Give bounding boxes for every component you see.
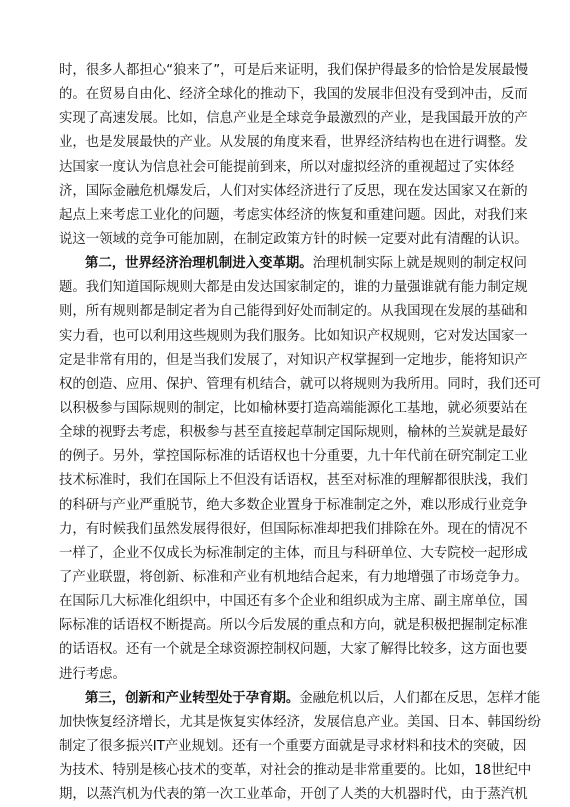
text-line: 则，所有规则都是制定者为自己能得到好处而制定的。从我国现在发展的基础和: [59, 304, 528, 320]
text-line: [59, 687, 541, 711]
text-line: 期，以蒸汽机为代表的第一次工业革命，开创了人类的大机器时代，由于蒸汽机: [59, 787, 528, 803]
text-line: 为技术、特别是核心技术的变革，对社会的推动是非常重要的。比如，18世纪中: [59, 763, 532, 779]
paragraph-3: [59, 687, 542, 807]
section-heading: 第三，创新和产业转型处于孕育期。: [85, 690, 300, 706]
text-line: 时，很多人都担心“狼来了”，可是后来证明，我们保护得最多的恰恰是发展最慢: [59, 63, 529, 78]
text-line: 的。在贸易自由化、经济全球化的推动下，我国的发展非但没有受到冲击，反而: [59, 87, 528, 103]
text-line: 制定了很多振兴IT产业规划。还有一个重要方面就是寻求材料和技术的突破，因: [59, 738, 527, 754]
section-heading: 第二，世界经济治理机制进入变革期。: [85, 256, 313, 272]
text-line: 定是非常有用的，但是当我们发展了，对知识产权掌握到一定地步，能将知识产: [59, 352, 528, 368]
text-line: 济，国际金融危机爆发后，人们对实体经济进行了反思，现在发达国家又在新的: [59, 183, 528, 199]
text-line: 加快恢复经济增长，尤其是恢复实体经济，发展信息产业。美国、日本、韩国纷纷: [59, 714, 542, 730]
text-line: 实力看，也可以利用这些规则为我们服务。比如知识产权规则，它对发达国家一: [59, 328, 528, 344]
text-line: 了产业联盟，将创新、标准和产业有机地结合起来，有力地增强了市场竞争力。: [59, 569, 528, 585]
paragraph-2: [59, 252, 542, 687]
text-line: 的科研与产业严重脱节，绝大多数企业置身于标准制定之外，难以形成行业竞争: [59, 497, 528, 513]
text-line: 技术标准时，我们在国际上不但没有话语权，甚至对标准的理解都很肤浅，我们: [59, 473, 528, 489]
text-run: 金融危机以后，人们都在反思，怎样才能: [299, 690, 541, 706]
text-line: 权的创造、应用、保护、管理有机结合，就可以将规则为我所用。同时，我们还可: [59, 376, 542, 392]
text-line: 题。我们知道国际规则大都是由发达国家制定的，谁的力量强谁就有能力制定规: [59, 280, 528, 296]
text-line: 力，有时候我们虽然发展得很好，但国际标准却把我们排除在外。现在的情况不: [59, 521, 528, 537]
text-line: 一样了，企业不仅成长为标准制定的主体，而且与科研单位、大专院校一起形成: [59, 545, 528, 561]
text-line: 实现了高速发展。比如，信息产业是全球竞争最激烈的产业，是我国最开放的产: [59, 111, 528, 127]
text-line: 在国际几大标准化组织中，中国还有多个企业和组织成为主席、副主席单位，国: [59, 594, 528, 610]
text-line: 以积极参与国际规则的制定，比如榆林要打造高端能源化工基地，就必须要站在: [59, 400, 528, 416]
text-line: 起点上来考虑工业化的问题，考虑实体经济的恢复和重建问题。因此，对我们来: [59, 207, 528, 223]
text-line: 达国家一度认为信息社会可能提前到来，所以对虚拟经济的重视超过了实体经: [59, 159, 515, 175]
text-line: 的话语权。还有一个就是全球资源控制权问题，大家了解得比较多，这方面也要: [59, 642, 528, 658]
text-line: 说这一领域的竞争可能加剧，在制定政策方针的时候一定要对此有清醒的认识。: [59, 231, 528, 247]
text-line: 际标准的话语权不断提高。所以今后发展的重点和方向，就是积极把握制定标准: [59, 618, 528, 634]
text-line: 的例子。另外，掌控国际标准的话语权也十分重要，九十年代前在研究制定工业: [59, 449, 528, 465]
text-line: 进行考虑。: [59, 666, 126, 682]
text-run: 治理机制实际上就是规则的制定权问: [312, 256, 527, 272]
document-body: [59, 59, 542, 807]
text-line: 业，也是发展最快的产业。从发展的角度来看，世界经济结构也在进行调整。发: [59, 135, 528, 151]
paragraph-1: [59, 59, 529, 252]
text-line: 全球的视野去考虑，积极参与甚至直接起草制定国际规则，榆林的兰炭就是最好: [59, 425, 528, 441]
text-line: [59, 252, 527, 276]
